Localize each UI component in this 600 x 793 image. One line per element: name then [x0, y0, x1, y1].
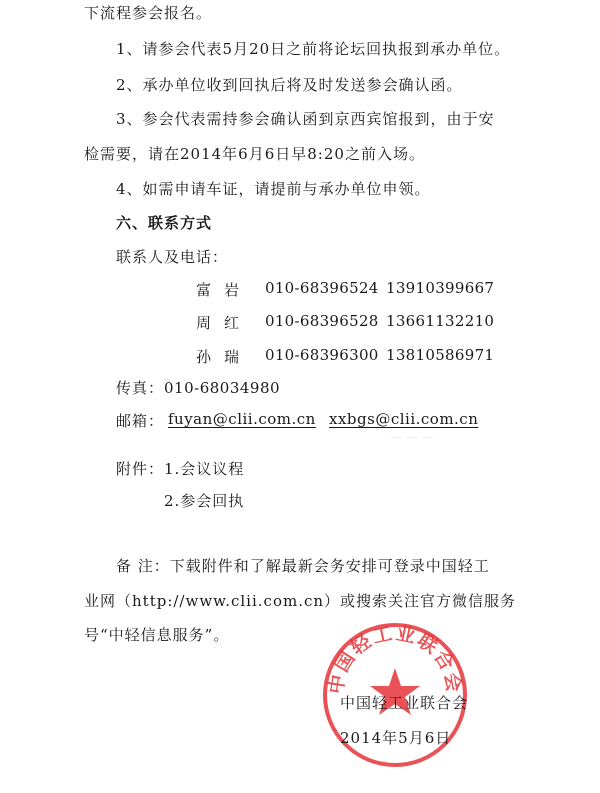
contact-mobile-1: 13910399667: [386, 279, 495, 297]
email-row: [116, 410, 164, 431]
issue-date: 2014年5月6日: [340, 729, 452, 747]
intro-tail: 下流程参会报名。: [84, 4, 213, 22]
fax-label: 传真：: [116, 379, 165, 397]
fax-number: 010-68034980: [164, 379, 281, 397]
step-4: 4、如需申请车证，请提前与承办单位申领。: [116, 180, 431, 198]
email-label: 邮箱：: [116, 412, 165, 430]
note-line-1: 备 注：下载附件和了解最新会务安排可登录中国轻工: [116, 557, 490, 575]
contact-phone-2: 010-68396528: [265, 312, 379, 330]
contact-phone-1: 010-68396524: [265, 279, 379, 297]
contact-name-1: 富岩: [196, 281, 253, 299]
fax-row: [116, 377, 280, 398]
bleed-through-mark: — — —: [390, 430, 434, 444]
note-line-2: 业网（http://www.clii.com.cn）或搜索关注官方微信服务: [84, 592, 517, 610]
attachment-2: 2.参会回执: [164, 492, 245, 510]
contacts-label: 联系人及电话：: [116, 248, 229, 266]
step-3-cont: 检需要，请在2014年6月6日早8:20之前入场。: [84, 145, 425, 163]
contact-name-3: 孙瑞: [196, 348, 253, 366]
attachments-label: 附件：: [116, 460, 165, 478]
contact-mobile-3: 13810586971: [386, 346, 495, 364]
contact-name-2: 周红: [196, 314, 253, 332]
seal-text-path: 中国轻工业联合会: [325, 622, 465, 696]
section-contacts-heading: 六、联系方式: [116, 214, 213, 232]
step-2: 2、承办单位收到回执后将及时发送参会确认函。: [116, 76, 463, 94]
email-link-2[interactable]: xxbgs@clii.com.cn: [329, 410, 479, 428]
note-line-3: 号“中轻信息服务”。: [84, 626, 230, 644]
email-link-1[interactable]: fuyan@clii.com.cn: [168, 410, 316, 428]
step-3: 3、参会代表需持参会确认函到京西宾馆报到，由于安: [116, 110, 495, 128]
issuing-organization: 中国轻工业联合会: [340, 694, 469, 712]
step-1: 1、请参会代表5月20日之前将论坛回执报到承办单位。: [116, 40, 511, 58]
attachment-1: 1.会议议程: [164, 460, 245, 478]
contact-phone-3: 010-68396300: [265, 346, 379, 364]
contact-mobile-2: 13661132210: [386, 312, 495, 330]
